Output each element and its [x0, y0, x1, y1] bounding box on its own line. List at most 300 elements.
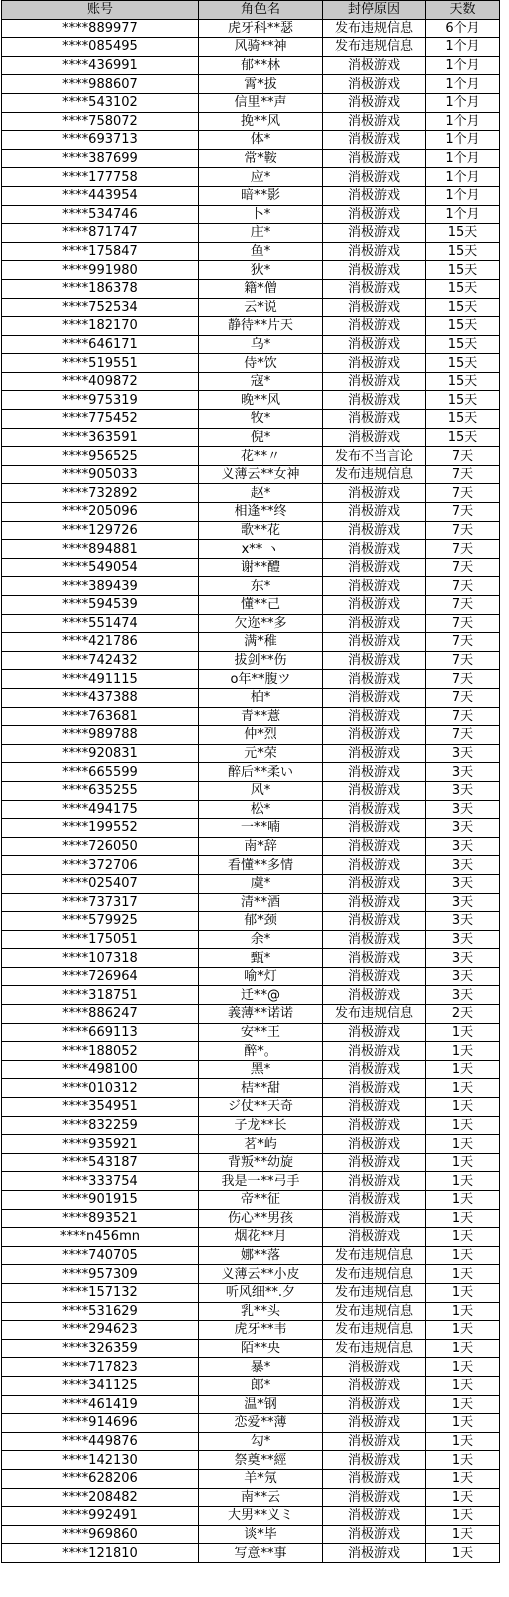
role-name-cell: 欠迩**多 [199, 614, 323, 633]
account-cell: ****175051 [2, 930, 199, 949]
table-row [2, 242, 500, 261]
role-name-cell: 子龙**长 [199, 1116, 323, 1135]
account-cell: ****628206 [2, 1469, 199, 1488]
days-cell: 7天 [426, 503, 500, 522]
table-row [2, 856, 500, 875]
role-name-cell: 义薄云**女神 [199, 465, 323, 484]
role-name-cell: 霄*拔 [199, 75, 323, 94]
account-cell: ****832259 [2, 1116, 199, 1135]
days-cell: 1天 [426, 1451, 500, 1470]
ban-reason-cell: 消极游戏 [323, 763, 426, 782]
table-row [2, 1283, 500, 1302]
days-cell: 1个月 [426, 186, 500, 205]
days-cell: 15天 [426, 354, 500, 373]
ban-reason-cell: 消极游戏 [323, 1376, 426, 1395]
account-cell: ****534746 [2, 205, 199, 224]
role-name-cell: 赵* [199, 484, 323, 503]
table-row [2, 1339, 500, 1358]
role-name-cell: 喻*灯 [199, 967, 323, 986]
table-row [2, 205, 500, 224]
table-row [2, 1172, 500, 1191]
days-cell: 1天 [426, 1191, 500, 1210]
table-row [2, 651, 500, 670]
table-row [2, 521, 500, 540]
role-name-cell: 看懂**多情 [199, 856, 323, 875]
table-row [2, 930, 500, 949]
account-cell: ****635255 [2, 781, 199, 800]
ban-reason-cell: 消极游戏 [323, 800, 426, 819]
days-cell: 3天 [426, 837, 500, 856]
ban-reason-cell: 消极游戏 [323, 912, 426, 931]
role-name-cell: 鱼* [199, 242, 323, 261]
days-cell: 15天 [426, 372, 500, 391]
ban-reason-cell: 消极游戏 [323, 149, 426, 168]
days-cell: 1个月 [426, 205, 500, 224]
account-cell: ****363591 [2, 428, 199, 447]
account-cell: ****199552 [2, 819, 199, 838]
account-cell: ****182170 [2, 317, 199, 336]
account-cell: ****294623 [2, 1321, 199, 1340]
role-name-cell: 甄* [199, 949, 323, 968]
days-cell: 15天 [426, 428, 500, 447]
account-cell: ****129726 [2, 521, 199, 540]
account-cell: ****693713 [2, 131, 199, 150]
role-name-cell: 一**喃 [199, 819, 323, 838]
ban-reason-cell: 消极游戏 [323, 1079, 426, 1098]
days-cell: 15天 [426, 335, 500, 354]
table-row [2, 261, 500, 280]
account-cell: ****208482 [2, 1488, 199, 1507]
days-cell: 7天 [426, 688, 500, 707]
ban-reason-cell: 发布不当言论 [323, 447, 426, 466]
role-name-cell: 郎* [199, 1376, 323, 1395]
table-row [2, 781, 500, 800]
table-row [2, 1544, 500, 1563]
table-row [2, 819, 500, 838]
ban-reason-cell: 发布违规信息 [323, 1246, 426, 1265]
role-name-cell: 乳**头 [199, 1302, 323, 1321]
role-name-cell: 虞* [199, 874, 323, 893]
table-row [2, 354, 500, 373]
ban-reason-cell: 发布违规信息 [323, 465, 426, 484]
role-name-cell: 醉后**柔い [199, 763, 323, 782]
ban-reason-cell: 消极游戏 [323, 633, 426, 652]
account-cell: ****893521 [2, 1209, 199, 1228]
days-cell: 1天 [426, 1432, 500, 1451]
ban-reason-cell: 消极游戏 [323, 75, 426, 94]
table-row [2, 633, 500, 652]
days-cell: 1天 [426, 1395, 500, 1414]
ban-reason-cell: 发布违规信息 [323, 19, 426, 38]
ban-reason-cell: 消极游戏 [323, 1153, 426, 1172]
days-cell: 1天 [426, 1228, 500, 1247]
account-cell: ****205096 [2, 503, 199, 522]
account-cell: ****498100 [2, 1060, 199, 1079]
role-name-cell: x** ヽ [199, 540, 323, 559]
role-name-cell: 满*稚 [199, 633, 323, 652]
days-cell: 7天 [426, 726, 500, 745]
days-cell: 1个月 [426, 38, 500, 57]
table-row [2, 1451, 500, 1470]
table-row [2, 893, 500, 912]
days-cell: 7天 [426, 540, 500, 559]
table-row [2, 707, 500, 726]
account-cell: ****437388 [2, 688, 199, 707]
days-cell: 7天 [426, 707, 500, 726]
days-cell: 3天 [426, 930, 500, 949]
days-cell: 1天 [426, 1488, 500, 1507]
ban-reason-cell: 消极游戏 [323, 521, 426, 540]
days-cell: 1个月 [426, 93, 500, 112]
table-row [2, 1135, 500, 1154]
role-name-cell: 青**薏 [199, 707, 323, 726]
ban-reason-cell: 消极游戏 [323, 186, 426, 205]
ban-reason-cell: 消极游戏 [323, 1358, 426, 1377]
role-name-cell: 晚**风 [199, 391, 323, 410]
table-row [2, 1488, 500, 1507]
days-cell: 3天 [426, 967, 500, 986]
ban-reason-cell: 消极游戏 [323, 1451, 426, 1470]
role-name-cell: 勾* [199, 1432, 323, 1451]
days-cell: 15天 [426, 410, 500, 429]
days-cell: 15天 [426, 298, 500, 317]
days-cell: 1天 [426, 1469, 500, 1488]
role-name-cell: 醉*。 [199, 1042, 323, 1061]
table-row [2, 540, 500, 559]
role-name-cell: 懂**己 [199, 596, 323, 615]
days-cell: 1个月 [426, 75, 500, 94]
table-row [2, 56, 500, 75]
account-cell: ****763681 [2, 707, 199, 726]
ban-reason-cell: 消极游戏 [323, 317, 426, 336]
days-cell: 1天 [426, 1246, 500, 1265]
days-cell: 1天 [426, 1376, 500, 1395]
table-row [2, 670, 500, 689]
days-cell: 3天 [426, 781, 500, 800]
ban-reason-cell: 消极游戏 [323, 577, 426, 596]
account-cell: ****889977 [2, 19, 199, 38]
days-cell: 1天 [426, 1339, 500, 1358]
role-name-cell: 庄* [199, 224, 323, 243]
account-cell: ****956525 [2, 447, 199, 466]
days-cell: 15天 [426, 224, 500, 243]
account-cell: ****085495 [2, 38, 199, 57]
ban-reason-cell: 消极游戏 [323, 1525, 426, 1544]
table-row [2, 1153, 500, 1172]
ban-reason-cell: 消极游戏 [323, 726, 426, 745]
table-row [2, 465, 500, 484]
table-row [2, 1376, 500, 1395]
ban-reason-cell: 消极游戏 [323, 1098, 426, 1117]
account-cell: ****752534 [2, 298, 199, 317]
table-row [2, 967, 500, 986]
days-cell: 1天 [426, 1283, 500, 1302]
table-row [2, 577, 500, 596]
table-row [2, 93, 500, 112]
ban-reason-cell: 消极游戏 [323, 503, 426, 522]
role-name-cell: 信里**声 [199, 93, 323, 112]
days-cell: 7天 [426, 558, 500, 577]
role-name-cell: 卜* [199, 205, 323, 224]
role-name-cell: 郁**林 [199, 56, 323, 75]
header-account: 账号 [2, 1, 199, 20]
role-name-cell: 烟花**月 [199, 1228, 323, 1247]
ban-reason-cell: 消极游戏 [323, 1060, 426, 1079]
ban-reason-cell: 发布违规信息 [323, 1265, 426, 1284]
role-name-cell: 倪* [199, 428, 323, 447]
days-cell: 1天 [426, 1116, 500, 1135]
ban-reason-cell: 消极游戏 [323, 986, 426, 1005]
table-row [2, 1098, 500, 1117]
account-cell: ****740705 [2, 1246, 199, 1265]
table-row [2, 1507, 500, 1526]
table-row [2, 1023, 500, 1042]
role-name-cell: 松* [199, 800, 323, 819]
ban-reason-cell: 消极游戏 [323, 614, 426, 633]
role-name-cell: 仲*烈 [199, 726, 323, 745]
account-cell: ****519551 [2, 354, 199, 373]
ban-reason-cell: 消极游戏 [323, 558, 426, 577]
table-row [2, 335, 500, 354]
role-name-cell: 虎牙科**瑟 [199, 19, 323, 38]
ban-reason-cell: 消极游戏 [323, 484, 426, 503]
role-name-cell: 云*说 [199, 298, 323, 317]
days-cell: 7天 [426, 447, 500, 466]
table-row [2, 1395, 500, 1414]
account-cell: ****905033 [2, 465, 199, 484]
ban-reason-cell: 消极游戏 [323, 1023, 426, 1042]
days-cell: 1天 [426, 1525, 500, 1544]
header-days: 天数 [426, 1, 500, 20]
table-row [2, 279, 500, 298]
days-cell: 7天 [426, 596, 500, 615]
account-cell: ****669113 [2, 1023, 199, 1042]
ban-reason-cell: 消极游戏 [323, 1172, 426, 1191]
role-name-cell: 恋爱**薄 [199, 1414, 323, 1433]
account-cell: ****665599 [2, 763, 199, 782]
role-name-cell: 风* [199, 781, 323, 800]
days-cell: 1天 [426, 1507, 500, 1526]
table-row [2, 391, 500, 410]
role-name-cell: 谢**醴 [199, 558, 323, 577]
role-name-cell: 義薄**诺诺 [199, 1005, 323, 1024]
ban-reason-cell: 消极游戏 [323, 1414, 426, 1433]
table-row [2, 558, 500, 577]
account-cell: ****742432 [2, 651, 199, 670]
days-cell: 1个月 [426, 168, 500, 187]
days-cell: 1天 [426, 1358, 500, 1377]
ban-reason-cell: 发布违规信息 [323, 38, 426, 57]
table-row [2, 1005, 500, 1024]
account-cell: ****494175 [2, 800, 199, 819]
role-name-cell: 挽**风 [199, 112, 323, 131]
role-name-cell: 我是一**弓手 [199, 1172, 323, 1191]
table-row [2, 428, 500, 447]
days-cell: 7天 [426, 633, 500, 652]
table-row [2, 112, 500, 131]
days-cell: 15天 [426, 279, 500, 298]
header-row [2, 1, 500, 20]
ban-reason-cell: 消极游戏 [323, 410, 426, 429]
account-cell: ****318751 [2, 986, 199, 1005]
role-name-cell: 桔**甜 [199, 1079, 323, 1098]
account-cell: ****142130 [2, 1451, 199, 1470]
account-cell: ****646171 [2, 335, 199, 354]
role-name-cell: 相逢**终 [199, 503, 323, 522]
table-row [2, 1042, 500, 1061]
days-cell: 3天 [426, 986, 500, 1005]
table-row [2, 837, 500, 856]
account-cell: ****988607 [2, 75, 199, 94]
days-cell: 3天 [426, 949, 500, 968]
account-cell: ****177758 [2, 168, 199, 187]
account-cell: ****449876 [2, 1432, 199, 1451]
table-row [2, 503, 500, 522]
days-cell: 1天 [426, 1079, 500, 1098]
days-cell: 15天 [426, 317, 500, 336]
table-row [2, 1525, 500, 1544]
role-name-cell: 听风细**.夕 [199, 1283, 323, 1302]
days-cell: 1天 [426, 1172, 500, 1191]
days-cell: 1天 [426, 1042, 500, 1061]
role-name-cell: 狄* [199, 261, 323, 280]
account-cell: ****886247 [2, 1005, 199, 1024]
role-name-cell: 籍*僧 [199, 279, 323, 298]
account-cell: ****333754 [2, 1172, 199, 1191]
table-row [2, 372, 500, 391]
table-row [2, 1469, 500, 1488]
days-cell: 3天 [426, 856, 500, 875]
ban-reason-cell: 消极游戏 [323, 688, 426, 707]
role-name-cell: 体* [199, 131, 323, 150]
days-cell: 1个月 [426, 112, 500, 131]
table-row [2, 800, 500, 819]
role-name-cell: 大男**义ミ [199, 1507, 323, 1526]
table-row [2, 614, 500, 633]
role-name-cell: 侍*饮 [199, 354, 323, 373]
days-cell: 15天 [426, 261, 500, 280]
days-cell: 1天 [426, 1321, 500, 1340]
account-cell: ****920831 [2, 744, 199, 763]
ban-reason-cell: 消极游戏 [323, 205, 426, 224]
ban-reason-cell: 消极游戏 [323, 112, 426, 131]
table-row [2, 763, 500, 782]
role-name-cell: 歌**花 [199, 521, 323, 540]
table-row [2, 1116, 500, 1135]
ban-reason-cell: 消极游戏 [323, 1432, 426, 1451]
role-name-cell: 迁**@ [199, 986, 323, 1005]
table-row [2, 131, 500, 150]
role-name-cell: 伤心**男孩 [199, 1209, 323, 1228]
ban-reason-cell: 发布违规信息 [323, 1283, 426, 1302]
ban-reason-cell: 消极游戏 [323, 1209, 426, 1228]
account-cell: ****461419 [2, 1395, 199, 1414]
ban-reason-cell: 发布违规信息 [323, 1005, 426, 1024]
ban-reason-cell: 消极游戏 [323, 707, 426, 726]
ban-reason-cell: 消极游戏 [323, 1228, 426, 1247]
ban-reason-cell: 消极游戏 [323, 1191, 426, 1210]
table-row [2, 1358, 500, 1377]
account-cell: ****989788 [2, 726, 199, 745]
days-cell: 1个月 [426, 56, 500, 75]
account-cell: ****543102 [2, 93, 199, 112]
header-ban-reason: 封停原因 [323, 1, 426, 20]
table-row [2, 149, 500, 168]
days-cell: 3天 [426, 744, 500, 763]
role-name-cell: 牧* [199, 410, 323, 429]
table-row [2, 75, 500, 94]
account-cell: ****157132 [2, 1283, 199, 1302]
table-row [2, 726, 500, 745]
account-cell: ****n456mn [2, 1228, 199, 1247]
role-name-cell: 南*辞 [199, 837, 323, 856]
account-cell: ****186378 [2, 279, 199, 298]
role-name-cell: 温*钢 [199, 1395, 323, 1414]
account-cell: ****935921 [2, 1135, 199, 1154]
account-cell: ****594539 [2, 596, 199, 615]
days-cell: 3天 [426, 763, 500, 782]
role-name-cell: 元*荣 [199, 744, 323, 763]
days-cell: 1天 [426, 1023, 500, 1042]
ban-reason-cell: 消极游戏 [323, 819, 426, 838]
days-cell: 3天 [426, 893, 500, 912]
ban-reason-cell: 消极游戏 [323, 168, 426, 187]
table-row [2, 484, 500, 503]
days-cell: 1个月 [426, 131, 500, 150]
table-row [2, 224, 500, 243]
role-name-cell: 祭奠**經 [199, 1451, 323, 1470]
table-row [2, 986, 500, 1005]
role-name-cell: 暴* [199, 1358, 323, 1377]
role-name-cell: 义薄云**小皮 [199, 1265, 323, 1284]
role-name-cell: 寇* [199, 372, 323, 391]
account-cell: ****549054 [2, 558, 199, 577]
ban-reason-cell: 消极游戏 [323, 1116, 426, 1135]
days-cell: 3天 [426, 800, 500, 819]
days-cell: 1天 [426, 1544, 500, 1563]
table-row [2, 1246, 500, 1265]
account-cell: ****975319 [2, 391, 199, 410]
table-row [2, 1321, 500, 1340]
days-cell: 1天 [426, 1098, 500, 1117]
table-row [2, 1432, 500, 1451]
role-name-cell: 常*鞍 [199, 149, 323, 168]
table-row [2, 186, 500, 205]
ban-reason-cell: 消极游戏 [323, 670, 426, 689]
ban-reason-cell: 消极游戏 [323, 261, 426, 280]
role-name-cell: 背叛**幼旋 [199, 1153, 323, 1172]
ban-reason-cell: 发布违规信息 [323, 1321, 426, 1340]
ban-reason-cell: 消极游戏 [323, 1469, 426, 1488]
table-row [2, 744, 500, 763]
role-name-cell: 羊*氖 [199, 1469, 323, 1488]
table-row [2, 1414, 500, 1433]
table-row [2, 1191, 500, 1210]
account-cell: ****326359 [2, 1339, 199, 1358]
ban-reason-cell: 消极游戏 [323, 651, 426, 670]
ban-reason-cell: 消极游戏 [323, 1135, 426, 1154]
table-row [2, 1060, 500, 1079]
ban-reason-cell: 消极游戏 [323, 949, 426, 968]
table-row [2, 317, 500, 336]
role-name-cell: o年**腹ツ [199, 670, 323, 689]
role-name-cell: 应* [199, 168, 323, 187]
role-name-cell: 拔剑**伤 [199, 651, 323, 670]
ban-reason-cell: 消极游戏 [323, 781, 426, 800]
table-row [2, 1079, 500, 1098]
account-cell: ****387699 [2, 149, 199, 168]
table-row [2, 1302, 500, 1321]
